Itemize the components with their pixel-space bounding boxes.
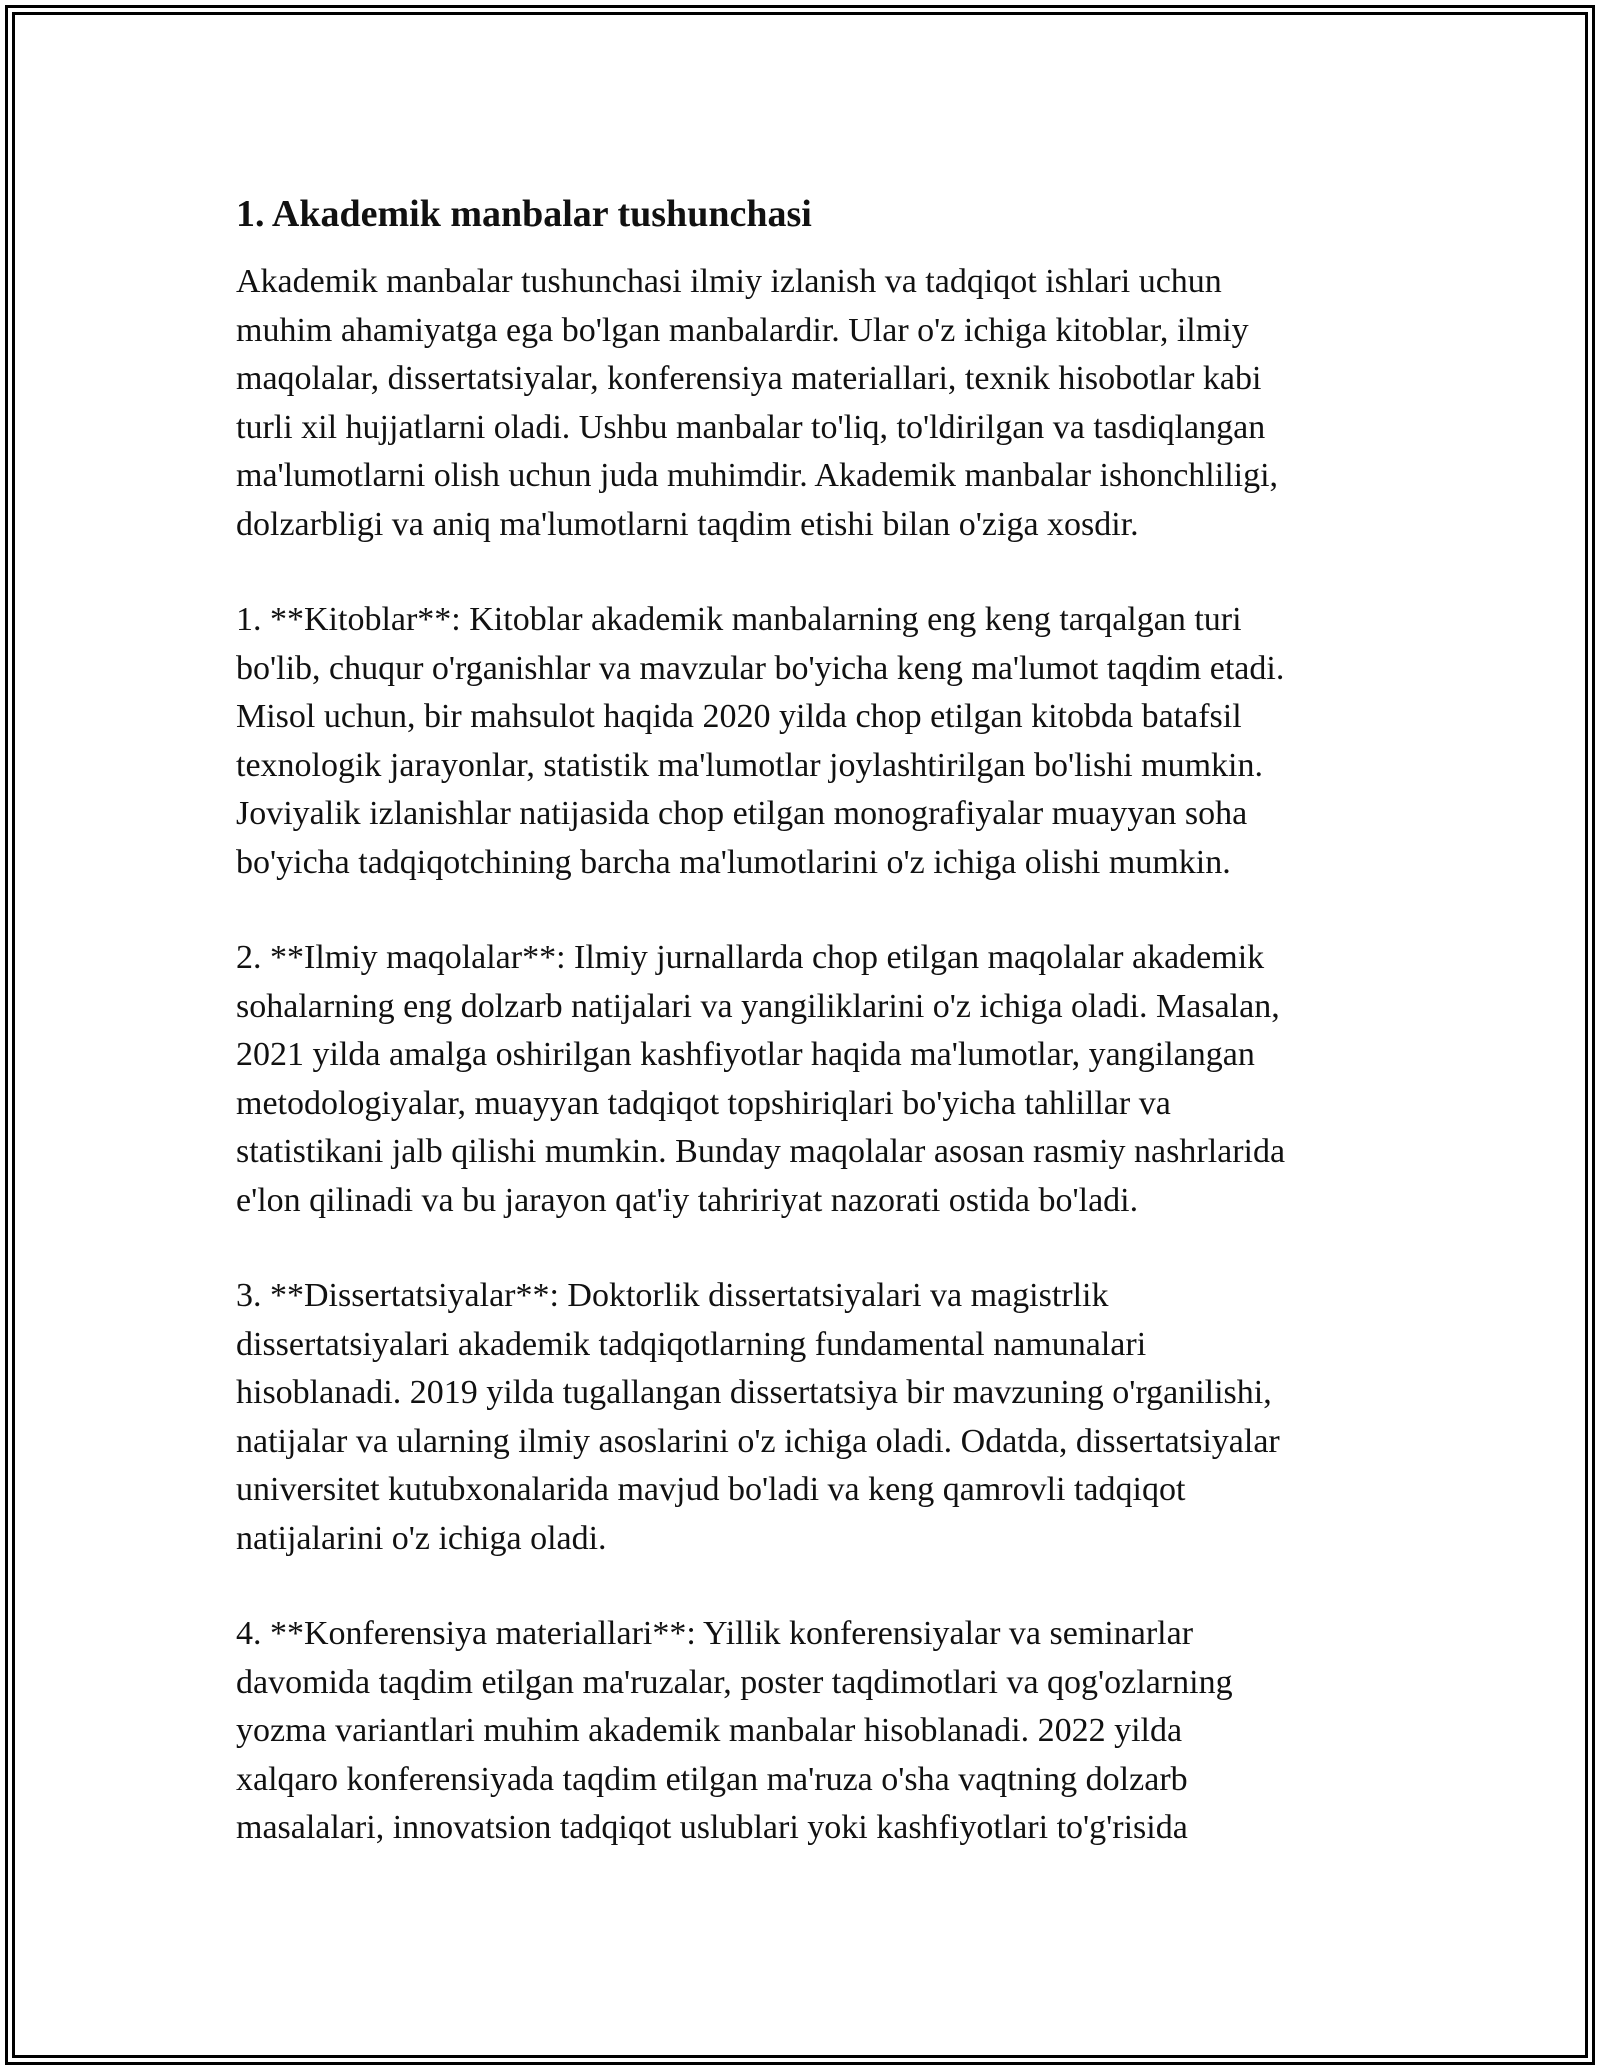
document-body <box>236 186 1376 1853</box>
text-line: e'lon qilinadi va bu jarayon qat'iy tahririyat nazorati ostida bo'ladi. <box>236 1181 1139 1219</box>
text-line: maqolalar, dissertatsiyalar, konferensiya materiallari, texnik hisobotlar kabi <box>236 360 1262 397</box>
text-line: ma'lumotlarni olish uchun juda muhimdir. Akademik manbalar ishonchliligi, <box>236 457 1279 494</box>
text-line: 2. **Ilmiy maqolalar**: Ilmiy jurnallarda chop etilgan maqolalar akademik <box>236 939 1265 976</box>
text-line: hisoblanadi. 2019 yilda tugallangan dissertatsiya bir mavzuning o'rganilishi, <box>236 1374 1272 1411</box>
paragraph-list <box>236 258 1376 1853</box>
text-line: Joviyalik izlanishlar natijasida chop etilgan monografiyalar muayyan soha <box>236 795 1248 832</box>
text-line: 2021 yilda amalga oshirilgan kashfiyotlar haqida ma'lumotlar, yangilangan <box>236 1036 1255 1073</box>
text-line: dissertatsiyalari akademik tadqiqotlarning fundamental namunalari <box>236 1325 1147 1363</box>
text-line: texnologik jarayonlar, statistik ma'lumotlar joylashtirilgan bo'lishi mumkin. <box>236 746 1263 784</box>
text-line: bo'lib, chuqur o'rganishlar va mavzular bo'yicha keng ma'lumot taqdim etadi. <box>236 649 1285 687</box>
text-line: 4. **Konferensiya materiallari**: Yillik konferensiyalar va seminarlar <box>236 1615 1194 1652</box>
text-line: natijalarini o'z ichiga oladi. <box>236 1519 607 1557</box>
text-line: dolzarbligi va aniq ma'lumotlarni taqdim etishi bilan o'ziga xosdir. <box>236 505 1139 543</box>
paragraph <box>236 934 1376 1225</box>
paragraph <box>236 1272 1376 1563</box>
text-line: xalqaro konferensiyada taqdim etilgan ma'ruza o'sha vaqtning dolzarb <box>236 1760 1188 1798</box>
text-line: sohalarning eng dolzarb natijalari va yangiliklarini o'z ichiga oladi. Masalan, <box>236 987 1280 1025</box>
text-line: metodologiyalar, muayyan tadqiqot topshiriqlari bo'yicha tahlillar va <box>236 1084 1171 1122</box>
text-line: statistikani jalb qilishi mumkin. Bunday maqolalar asosan rasmiy nashrlarida <box>236 1133 1286 1170</box>
text-line: bo'yicha tadqiqotchining barcha ma'lumotlarini o'z ichiga olishi mumkin. <box>236 843 1231 881</box>
text-line: yozma variantlari muhim akademik manbalar hisoblanadi. 2022 yilda <box>236 1712 1183 1749</box>
text-line: Akademik manbalar tushunchasi ilmiy izlanish va tadqiqot ishlari uchun <box>236 263 1222 300</box>
section-heading: 1. Akademik manbalar tushunchasi <box>236 193 812 235</box>
text-line: natijalar va ularning ilmiy asoslarini o'z ichiga oladi. Odatda, dissertatsiyalar <box>236 1422 1280 1460</box>
text-line: 3. **Dissertatsiyalar**: Doktorlik dissertatsiyalari va magistrlik <box>236 1277 1109 1314</box>
paragraph <box>236 258 1376 549</box>
paragraph <box>236 1610 1376 1853</box>
text-line: davomida taqdim etilgan ma'ruzalar, poster taqdimotlari va qog'ozlarning <box>236 1663 1233 1701</box>
text-line: turli xil hujjatlarni oladi. Ushbu manbalar to'liq, to'ldirilgan va tasdiqlangan <box>236 408 1266 446</box>
text-line: universitet kutubxonalarida mavjud bo'ladi va keng qamrovli tadqiqot <box>236 1471 1186 1508</box>
text-line: masalalari, innovatsion tadqiqot uslublari yoki kashfiyotlari to'g'risida <box>236 1809 1188 1846</box>
text-line: Misol uchun, bir mahsulot haqida 2020 yilda chop etilgan kitobda batafsil <box>236 698 1242 735</box>
text-line: 1. **Kitoblar**: Kitoblar akademik manbalarning eng keng tarqalgan turi <box>236 601 1242 638</box>
paragraph <box>236 596 1376 887</box>
text-line: muhim ahamiyatga ega bo'lgan manbalardir. Ular o'z ichiga kitoblar, ilmiy <box>236 311 1249 349</box>
